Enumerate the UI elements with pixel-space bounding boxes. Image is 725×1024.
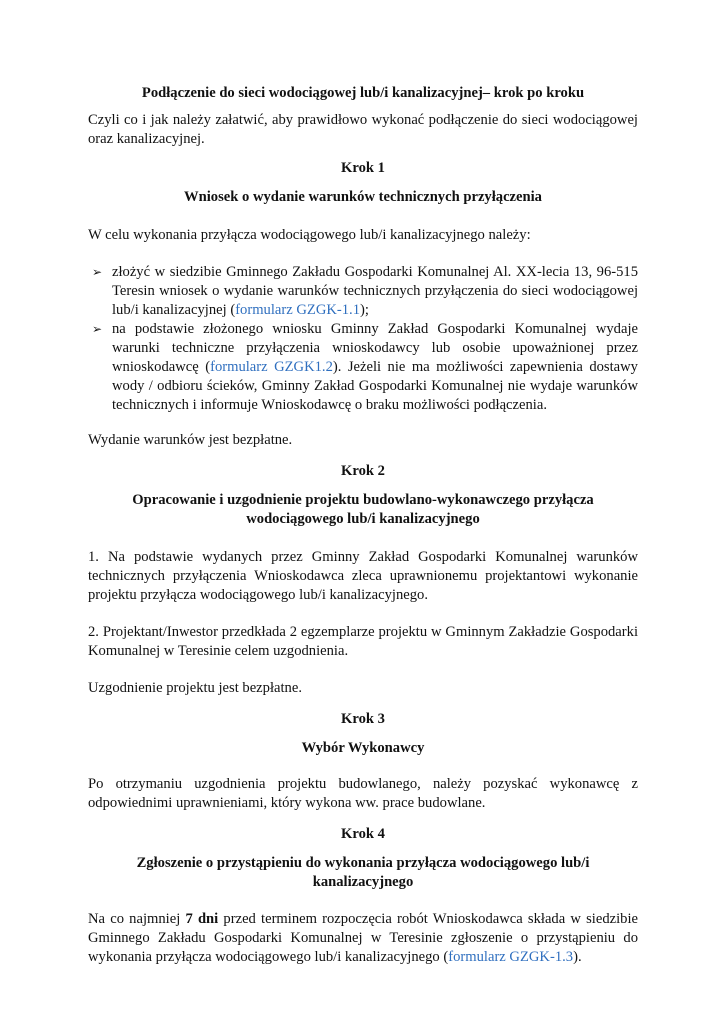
step2-heading-line1: Opracowanie i uzgodnienie projektu budowlano-wykonawczego przyłącza: [132, 492, 594, 508]
step4-text-mid: przed terminem rozpoczęcia robót Wnioskodawca składa w siedzibie Gminnego Zakładu Gospodarki Komunalnej w Teresinie zgłoszenie o przystąpieniu do wykonania przyłącza wodociągowego lub/i kanalizacyjnego (: [88, 911, 638, 965]
arrow-bullet-icon: ➢: [92, 322, 103, 336]
step4-text-start: Na co najmniej: [88, 911, 186, 927]
step4-text-end: ).: [573, 949, 582, 965]
step1-label: Krok 1: [341, 160, 385, 176]
form-link-gzgk-1-1[interactable]: formularz GZGK-1.1: [235, 302, 361, 318]
step2-label: Krok 2: [341, 463, 385, 479]
list-item: [88, 263, 638, 320]
step4-label: Krok 4: [341, 826, 385, 842]
step3-heading: Wybór Wykonawcy: [301, 740, 425, 756]
step1-lead: W celu wykonania przyłącza wodociągowego lub/i kanalizacyjnego należy:: [88, 227, 531, 243]
list-item: [88, 320, 638, 415]
bullet2-text: na podstawie złożonego wniosku Gminny Zakład Gospodarki Komunalnej wydaje warunki techniczne przyłączenia wnioskodawcy lub osobie upoważnionej przez wnioskodawcę (: [112, 321, 638, 375]
step2-paragraph-2: 2. Projektant/Inwestor przedkłada 2 egzemplarze projektu w Gminnym Zakładzie Gospodarki Komunalnej w Teresinie celem uzgodnienia.: [88, 624, 638, 659]
intro-paragraph: Czyli co i jak należy załatwić, aby prawidłowo wykonać podłączenie do sieci wodociągowej oraz kanalizacyjnej.: [88, 112, 638, 147]
step3-paragraph: Po otrzymaniu uzgodnienia projektu budowlanego, należy pozyskać wykonawcę z odpowiednimi uprawnieniami, który wykona ww. prace budowlane.: [88, 776, 638, 811]
form-link-gzgk-1-3[interactable]: formularz GZGK-1.3: [448, 949, 574, 965]
step4-heading-line1: Zgłoszenie o przystąpieniu do wykonania przyłącza wodociągowego lub/i: [136, 855, 590, 871]
bullet1-end: );: [360, 302, 369, 318]
step2-heading-line2: wodociągowego lub/i kanalizacyjnego: [246, 511, 480, 527]
step1-bullet-list: [88, 263, 638, 415]
step2-note: Uzgodnienie projektu jest bezpłatne.: [88, 680, 302, 696]
step4-heading-line2: kanalizacyjnego: [312, 874, 414, 890]
bullet1-text: złożyć w siedzibie Gminnego Zakładu Gospodarki Komunalnej Al. XX-lecia 13, 96-515 Teresin wniosek o wydanie warunków technicznych przyłączenia do sieci wodociągowej lub/i kanalizacyjnej (: [112, 264, 638, 318]
bullet2-end: ). Jeżeli nie ma możliwości zapewnienia dostawy wody / odbioru ścieków, Gminny Zakład Gospodarki Komunalnej nie wydaje warunków technicznych i informuje Wnioskodawcę o braku możliwości podłączenia.: [112, 359, 638, 413]
form-link-gzgk-1-2[interactable]: formularz GZGK1.2: [210, 359, 333, 375]
arrow-bullet-icon: ➢: [92, 265, 103, 279]
step4-deadline: 7 dni: [185, 911, 219, 927]
document-title: Podłączenie do sieci wodociągowej lub/i kanalizacyjnej– krok po kroku: [141, 85, 585, 101]
step3-label: Krok 3: [341, 711, 385, 727]
document-page: [88, 84, 638, 967]
step2-paragraph-1: 1. Na podstawie wydanych przez Gminny Zakład Gospodarki Komunalnej warunków technicznych przyłączenia Wnioskodawca zleca uprawnionemu projektantowi wykonanie projektu przyłącza wodociągowego lub/i kanalizacyjnego.: [88, 549, 638, 603]
step1-heading: Wniosek o wydanie warunków technicznych przyłączenia: [184, 189, 542, 205]
step1-note: Wydanie warunków jest bezpłatne.: [88, 432, 293, 448]
step4-paragraph: [88, 910, 638, 967]
